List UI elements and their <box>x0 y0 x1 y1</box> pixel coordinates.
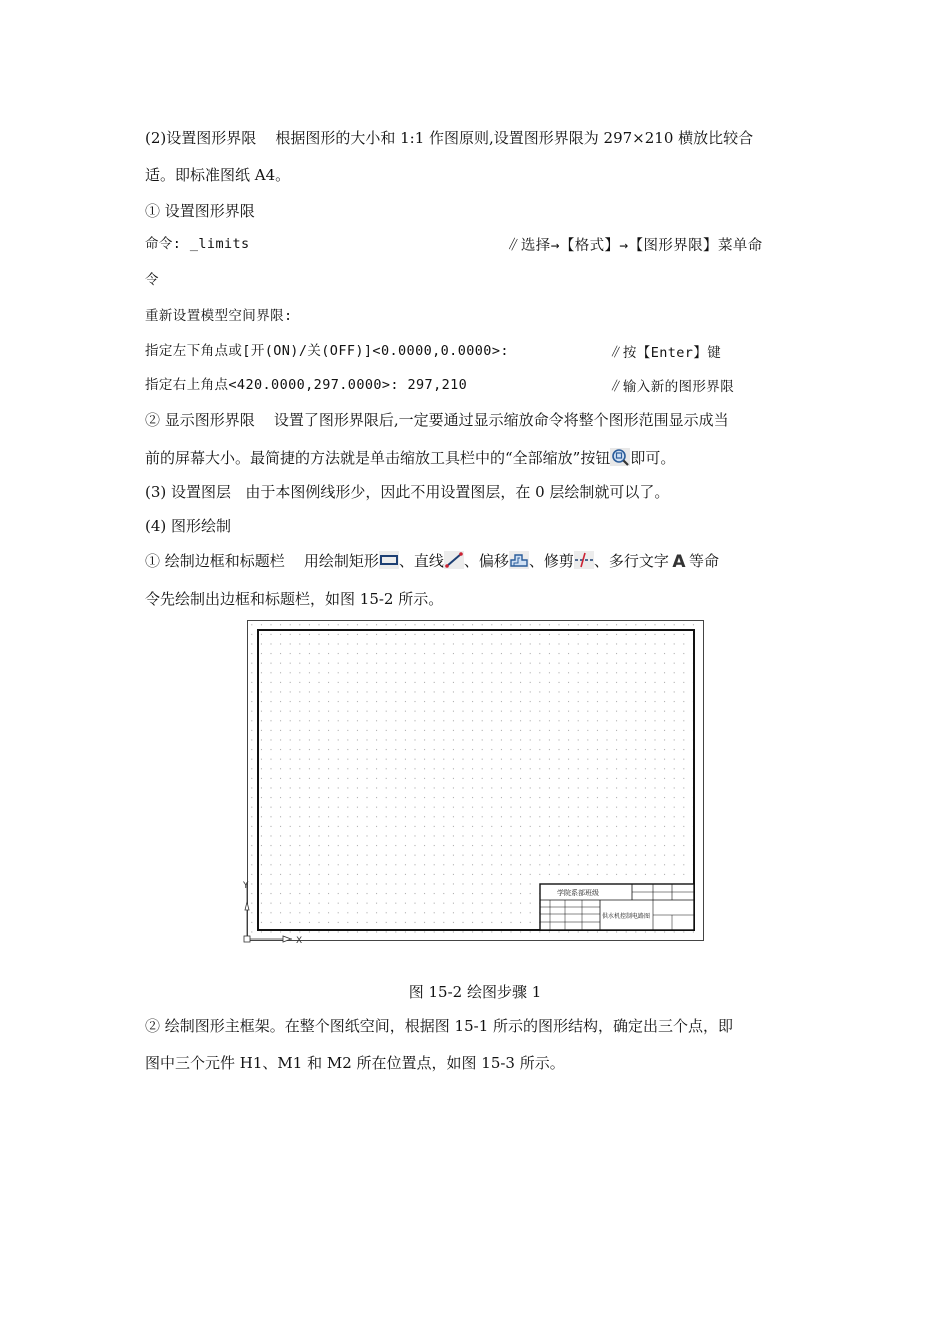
section2-text-line2: 适。即标准图纸 A4。 <box>145 166 291 184</box>
figure-15-2 <box>243 620 704 946</box>
section2-heading: (2)设置图形界限 <box>145 129 257 147</box>
axis-x-label: X <box>296 936 303 946</box>
upper-right-prompt: 指定右上角点<420.0000,297.0000>: 297,210 <box>145 377 468 393</box>
step2-text-line1: 设置了图形界限后,一定要通过显示缩放命令将整个图形范围显示成当 <box>273 411 729 429</box>
reset-limits-text: 重新设置模型空间界限: <box>145 308 293 324</box>
draw1-text-f: 等命 <box>688 552 719 570</box>
draw1-text-d: 、修剪 <box>528 552 574 570</box>
draw2-text-line1: ② 绘制图形主框架。在整个图纸空间，根据图 15-1 所示的图形结构，确定出三个点，即 <box>145 1017 734 1035</box>
section3-heading: (3) 设置图层 <box>145 483 232 501</box>
trim-icon <box>574 551 594 569</box>
draw1-text-a: 用绘制矩形 <box>303 552 379 570</box>
draw1-text-c: 、偏移 <box>463 552 509 570</box>
draw1-text-line2: 令先绘制出边框和标题栏，如图 15-2 所示。 <box>145 590 444 608</box>
section4-heading: (4) 图形绘制 <box>145 517 232 535</box>
step2-paragraph <box>145 410 729 430</box>
draw1-title: ① 绘制边框和标题栏 <box>145 552 285 570</box>
lower-left-note: ∥按【Enter】键 <box>609 345 722 361</box>
figure-drawing <box>243 620 704 946</box>
cmd-note-cont: 令 <box>145 272 159 288</box>
axis-y-label: Y <box>243 881 249 891</box>
title-block-top-text: 学院系部班级 <box>557 889 599 897</box>
offset-icon <box>509 551 529 569</box>
title-block-bottom-text: 供水机控制电路图 <box>602 913 651 920</box>
draw2-text-line2: 图中三个元件 H1、M1 和 M2 所在位置点，如图 15-3 所示。 <box>145 1054 565 1072</box>
draw1-text-b: 、直线 <box>398 552 444 570</box>
title-block <box>540 884 694 930</box>
section3-paragraph <box>145 482 669 502</box>
section3-text: 由于本图例线形少，因此不用设置图层，在 0 层绘制就可以了。 <box>245 483 670 501</box>
upper-right-note: ∥输入新的图形界限 <box>609 379 735 395</box>
svg-text:A: A <box>672 552 686 572</box>
step2-text-line2-b: 即可。 <box>630 449 676 467</box>
step2-title: ② 显示图形界限 <box>145 411 255 429</box>
step2-text-line2-a: 前的屏幕大小。最简捷的方法就是单击缩放工具栏中的“全部缩放”按钮 <box>145 449 611 467</box>
lower-left-prompt: 指定左下角点或[开(ON)/关(OFF)]<0.0000,0.0000>: <box>145 343 509 359</box>
cmd-prompt: 命令: _limits <box>145 236 250 252</box>
figure-caption: 图 15-2 绘图步骤 1 <box>408 983 542 1001</box>
section2-paragraph <box>145 128 753 148</box>
cmd-note: ∥选择→【格式】→【图形界限】菜单命 <box>506 238 763 254</box>
step2-line2 <box>145 448 675 468</box>
line-icon <box>444 551 464 569</box>
draw1-paragraph <box>145 551 719 571</box>
rectangle-icon <box>379 551 399 569</box>
zoom-all-icon <box>610 448 630 466</box>
step1-title: ① 设置图形界限 <box>145 202 255 220</box>
mtext-icon <box>669 551 689 572</box>
section2-text-line1: 根据图形的大小和 1:1 作图原则,设置图形界限为 297×210 横放比较合 <box>275 129 754 147</box>
draw1-text-e: 、多行文字 <box>593 552 669 570</box>
